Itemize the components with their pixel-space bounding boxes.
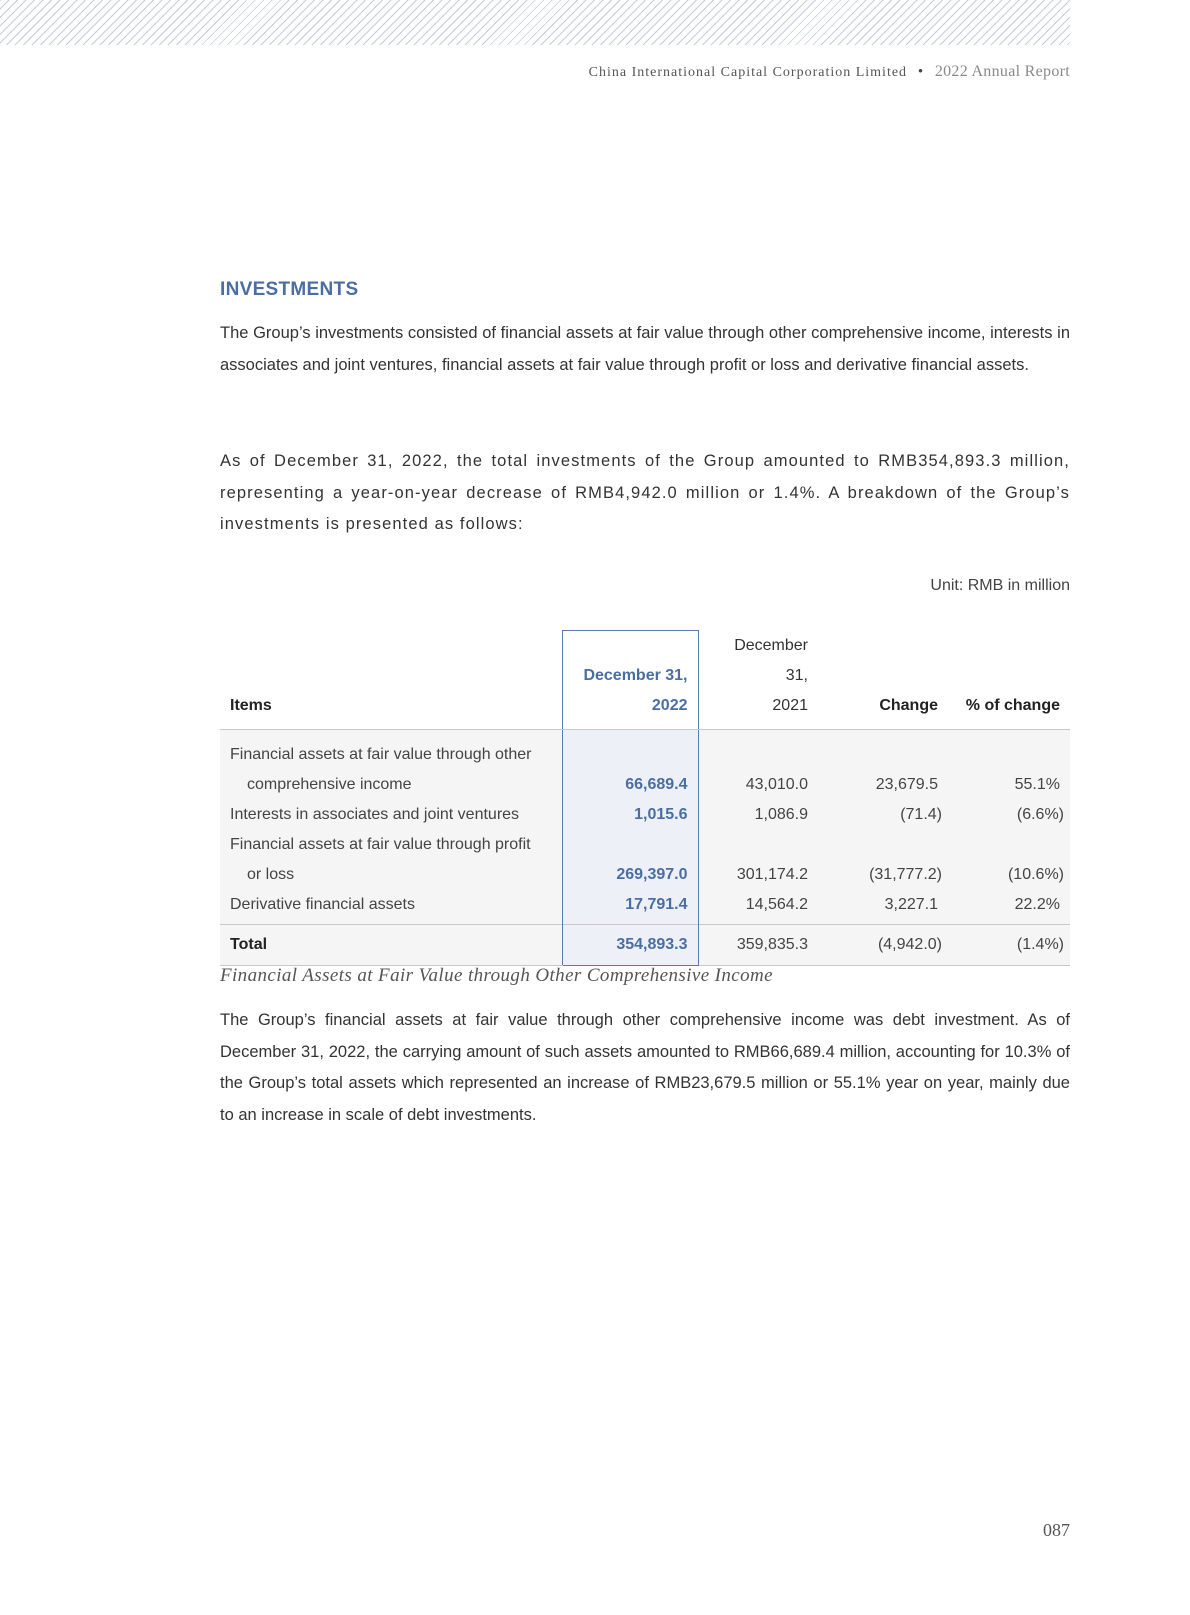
cell-2022: 269,397.0 bbox=[562, 830, 698, 890]
row-label-line2: or loss bbox=[247, 865, 295, 883]
cell-2021: 43,010.0 bbox=[698, 729, 818, 800]
cell-pct-change: 55.1% bbox=[948, 729, 1070, 800]
total-2022: 354,893.3 bbox=[562, 924, 698, 965]
running-header bbox=[589, 63, 1070, 81]
row-label-line2: comprehensive income bbox=[247, 775, 412, 793]
header-dec-2021-line1: December 31, bbox=[734, 636, 808, 684]
fvoci-paragraph: The Group’s financial assets at fair value through other comprehensive income was debt investment. As of December 31, 2022, the carrying amount of such assets amounted to RMB66,689.4 million, accounting for 10.3% of the Group’s total assets which represented an increase of RMB23,679.5 million or 55.1% year on year, mainly due to an increase in scale of debt investments. bbox=[220, 1011, 1070, 1124]
cell-pct-change: (10.6%) bbox=[948, 830, 1070, 890]
table-total-row bbox=[220, 924, 1070, 965]
table-row bbox=[220, 729, 1070, 800]
header-dec-2021-line2: 2021 bbox=[772, 696, 808, 714]
table-row bbox=[220, 830, 1070, 890]
cell-2021: 1,086.9 bbox=[698, 800, 818, 830]
header-items: Items bbox=[220, 631, 562, 730]
page-number: 087 bbox=[1043, 1520, 1070, 1540]
cell-pct-change: 22.2% bbox=[948, 890, 1070, 925]
header-dec-2022-line2: 2022 bbox=[651, 696, 688, 714]
header-dec-2022-line1: December 31, bbox=[583, 666, 688, 684]
total-pct-change: (1.4%) bbox=[948, 924, 1070, 965]
cell-change: 3,227.1 bbox=[818, 890, 948, 925]
row-label-line1: Financial assets at fair value through profit bbox=[230, 835, 531, 853]
unit-note: Unit: RMB in million bbox=[930, 577, 1070, 594]
header-separator: • bbox=[917, 64, 925, 80]
cell-2022: 1,015.6 bbox=[562, 800, 698, 830]
row-label-line1: Financial assets at fair value through other bbox=[230, 745, 532, 763]
cell-change: 23,679.5 bbox=[818, 729, 948, 800]
total-2021: 359,835.3 bbox=[698, 924, 818, 965]
row-label bbox=[220, 830, 562, 890]
header-pct-change: % of change bbox=[948, 631, 1070, 730]
cell-change: (31,777.2) bbox=[818, 830, 948, 890]
cell-2021: 301,174.2 bbox=[698, 830, 818, 890]
header-dec-2021 bbox=[698, 631, 818, 730]
total-label: Total bbox=[220, 924, 562, 965]
intro-paragraph: The Group’s investments consisted of financial assets at fair value through other comprehensive income, interests in associates and joint ventures, financial assets at fair value through profit or loss and derivative financial assets. bbox=[220, 324, 1070, 374]
total-change: (4,942.0) bbox=[818, 924, 948, 965]
header-report-title: 2022 Annual Report bbox=[934, 63, 1070, 80]
section-title: INVESTMENTS bbox=[220, 279, 359, 300]
row-label: Derivative financial assets bbox=[220, 890, 562, 925]
cell-2021: 14,564.2 bbox=[698, 890, 818, 925]
subsection-heading: Financial Assets at Fair Value through Other Comprehensive Income bbox=[220, 965, 773, 986]
row-label bbox=[220, 729, 562, 800]
table-row bbox=[220, 890, 1070, 925]
decorative-hatch-band bbox=[0, 0, 1070, 45]
summary-paragraph: As of December 31, 2022, the total investments of the Group amounted to RMB354,893.3 million, representing a year-on-year decrease of RMB4,942.0 million or 1.4%. A breakdown of the Group’s investments is presented as follows: bbox=[220, 452, 1070, 533]
cell-pct-change: (6.6%) bbox=[948, 800, 1070, 830]
row-label: Interests in associates and joint ventures bbox=[220, 800, 562, 830]
cell-2022: 66,689.4 bbox=[562, 729, 698, 800]
table-row bbox=[220, 800, 1070, 830]
header-change: Change bbox=[818, 631, 948, 730]
investments-table bbox=[220, 630, 1070, 966]
table-header-row bbox=[220, 631, 1070, 730]
cell-2022: 17,791.4 bbox=[562, 890, 698, 925]
header-dec-2022 bbox=[562, 631, 698, 730]
cell-change: (71.4) bbox=[818, 800, 948, 830]
header-company: China International Capital Corporation Limited bbox=[588, 65, 908, 80]
